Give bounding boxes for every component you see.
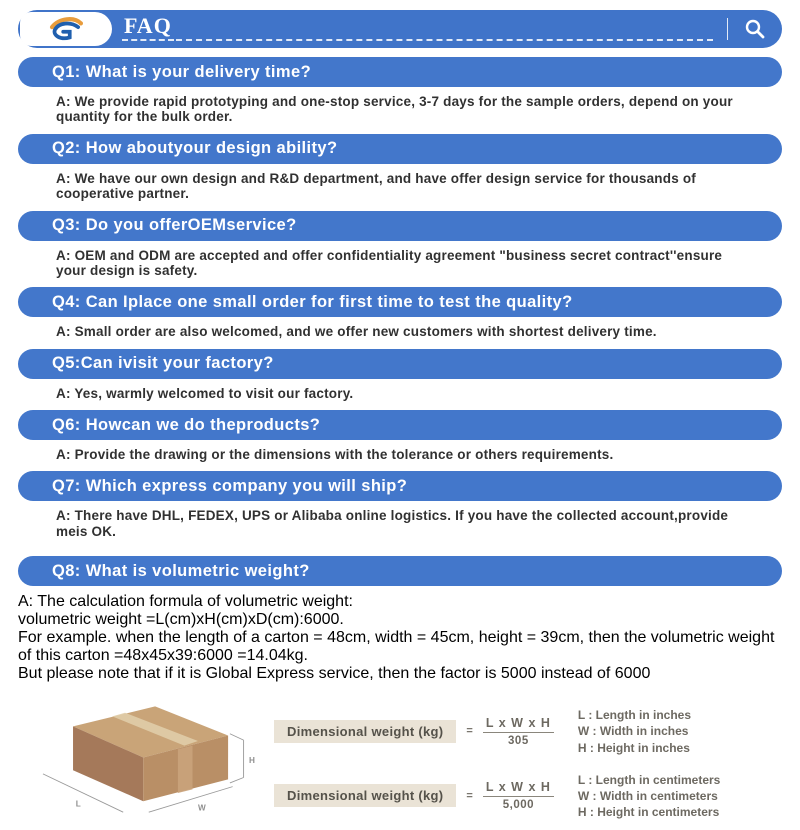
answer-q8-line2: volumetric weight =L(cm)xH(cm)xD(cm):6000. bbox=[18, 611, 344, 629]
faq-item-q6 bbox=[18, 410, 782, 462]
question-pill-q3: Q3: Do you offerOEMservice? bbox=[18, 211, 782, 241]
dimension-label-l: L bbox=[75, 799, 81, 809]
magnifier-icon bbox=[744, 18, 766, 40]
formula-row-inches bbox=[274, 707, 720, 756]
answer-q4: A: Small order are also welcomed, and we offer new customers with shortest delivery time. bbox=[56, 324, 657, 340]
question-pill-q1: Q1: What is your delivery time? bbox=[18, 57, 782, 87]
answer-q8-line3: For example. when the length of a carton = 48cm, width = 45cm, height = 39cm, then the volumetric weight of this carton =48x45x39:6000 =14.04kg. bbox=[18, 629, 775, 665]
formula-numerator-2: L x W x H bbox=[483, 780, 554, 797]
dimensional-weight-diagram bbox=[32, 699, 772, 830]
search-button[interactable] bbox=[742, 16, 768, 42]
header-bar bbox=[18, 10, 782, 48]
answer-q3: A: OEM and ODM are accepted and offer confidentiality agreement "business secret contract''ensure your design is safety. bbox=[56, 247, 723, 278]
formula-numerator-1: L x W x H bbox=[483, 716, 554, 733]
question-pill-q2: Q2: How aboutyour design ability? bbox=[18, 134, 782, 164]
carton-box-illustration bbox=[32, 699, 260, 830]
legend-cm-h: H : Height in centimeters bbox=[577, 805, 720, 820]
faq-item-q7 bbox=[18, 471, 782, 539]
faq-item-q5 bbox=[18, 349, 782, 401]
legend-cm-l: L : Length in centimeters bbox=[577, 772, 721, 787]
header-divider bbox=[727, 18, 728, 40]
question-pill-q7: Q7: Which express company you will ship? bbox=[18, 471, 782, 501]
legend-inches-h: H : Height in inches bbox=[577, 740, 690, 755]
answer-q2: A: We have our own design and R&D department, and have offer design service for thousands of cooperative partner. bbox=[56, 170, 696, 202]
answer-q5: A: Yes, warmly welcomed to visit our factory. bbox=[56, 385, 354, 401]
header-title-row bbox=[112, 10, 717, 48]
formula-denominator-1: 305 bbox=[508, 734, 529, 747]
answer-q1: A: We provide rapid prototyping and one-stop service, 3-7 days for the sample orders, depend on your quantity for the bulk order. bbox=[56, 94, 733, 125]
dimensional-weight-label-2: Dimensional weight (kg) bbox=[274, 784, 456, 807]
faq-item-q8 bbox=[18, 556, 782, 683]
equals-sign-1: = bbox=[466, 725, 473, 738]
brand-swoosh-icon bbox=[45, 15, 87, 43]
question-pill-q4: Q4: Can Iplace one small order for first time to test the quality? bbox=[18, 287, 782, 317]
equals-sign-2: = bbox=[466, 789, 473, 802]
dashed-leader bbox=[176, 31, 713, 41]
legend-inches-l: L : Length in inches bbox=[577, 708, 692, 723]
answer-q8-line1: A: The calculation formula of volumetric weight: bbox=[18, 593, 353, 611]
dimensional-weight-label-1: Dimensional weight (kg) bbox=[274, 720, 456, 743]
answer-q8-line4: But please note that if it is Global Express service, then the factor is 5000 instead of 6000 bbox=[18, 665, 651, 683]
faq-item-q4 bbox=[18, 287, 782, 339]
brand-logo bbox=[20, 12, 112, 46]
answer-q6: A: Provide the drawing or the dimensions with the tolerance or others requirements. bbox=[56, 447, 614, 462]
question-pill-q5: Q5:Can ivisit your factory? bbox=[18, 349, 782, 379]
legend-inches bbox=[578, 707, 691, 756]
question-pill-q8: Q8: What is volumetric weight? bbox=[18, 556, 782, 586]
formula-rows bbox=[274, 699, 720, 820]
faq-item-q2 bbox=[18, 134, 782, 202]
formula-fraction-1 bbox=[483, 716, 554, 747]
page-title: FAQ bbox=[122, 16, 174, 41]
legend-inches-w: W : Width in inches bbox=[577, 724, 689, 739]
legend-cm-w: W : Width in centimeters bbox=[577, 788, 718, 803]
formula-fraction-2 bbox=[483, 780, 554, 811]
formula-denominator-2: 5,000 bbox=[502, 799, 535, 812]
legend-centimeters bbox=[578, 772, 720, 821]
dimension-label-h: H bbox=[249, 756, 255, 766]
faq-item-q3 bbox=[18, 211, 782, 279]
faq-list bbox=[18, 57, 782, 683]
dimension-label-w: W bbox=[197, 803, 206, 813]
question-pill-q6: Q6: Howcan we do theproducts? bbox=[18, 410, 782, 440]
formula-row-centimeters bbox=[274, 772, 720, 821]
answer-q7: A: There have DHL, FEDEX, UPS or Alibaba online logistics. If you have the collected account,provide meis OK. bbox=[56, 508, 729, 539]
box-tape-side bbox=[178, 746, 193, 793]
faq-item-q1 bbox=[18, 57, 782, 125]
